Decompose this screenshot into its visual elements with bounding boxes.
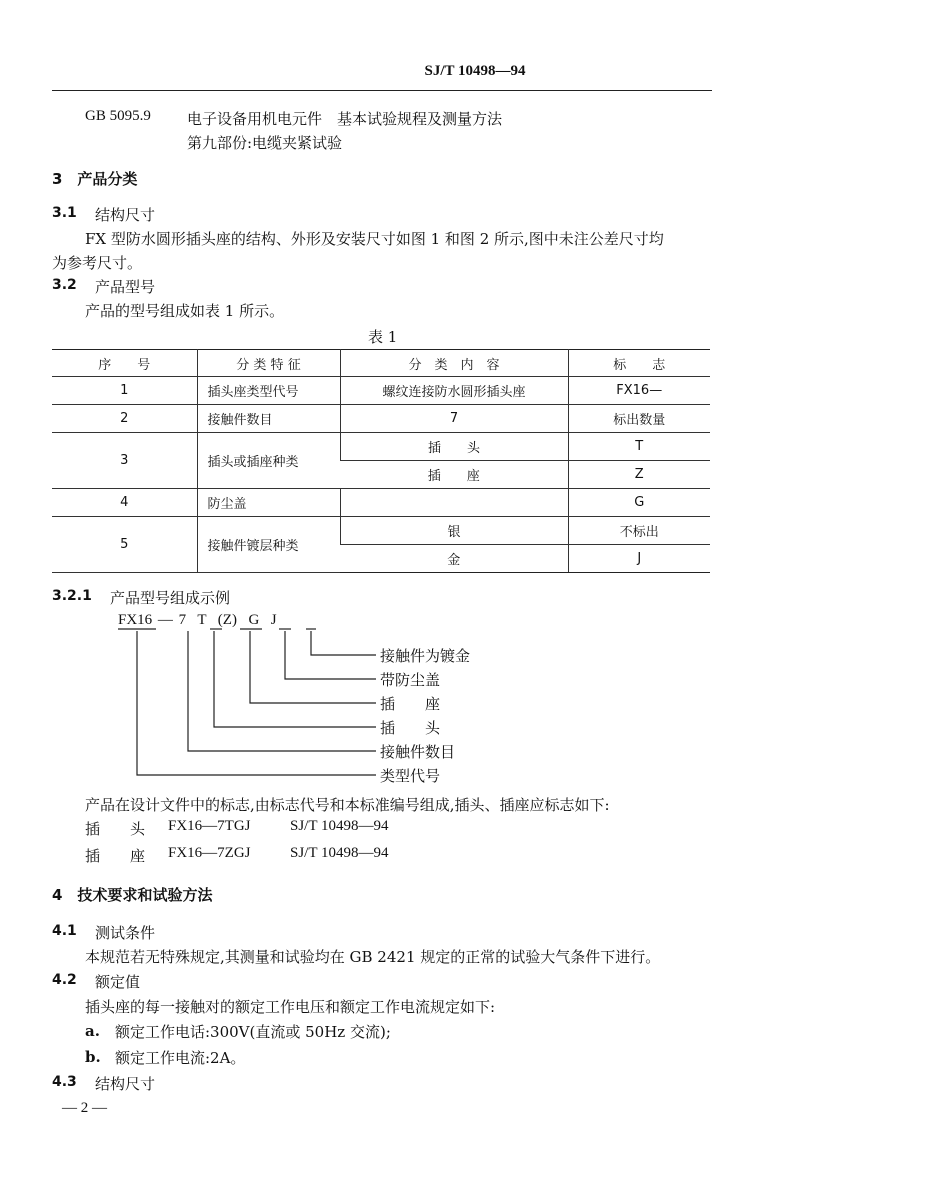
section-3-2-title: 产品型号 — [95, 278, 156, 296]
marking-socket-name: 插 座 — [85, 847, 146, 865]
table-header-cell: 序 号 — [52, 350, 197, 377]
section-3-2-1-title: 产品型号组成示例 — [110, 589, 231, 607]
marking-socket-standard: SJ/T 10498—94 — [290, 845, 389, 861]
table-cell-mark: G — [568, 489, 710, 517]
example-label: 插 座 — [380, 695, 441, 713]
section-3-1-para-line1: FX 型防水圆形插头座的结构、外形及安装尺寸如图 1 和图 2 所示,图中未注公差尺寸均 — [85, 230, 664, 248]
section-3-1-num: 3.1 — [52, 205, 77, 221]
table-cell-no: 2 — [52, 405, 197, 433]
list-item-b-marker: b. — [85, 1048, 101, 1066]
ref-title-line2: 第九部份:电缆夹紧试验 — [187, 134, 343, 152]
section-4-3-title: 结构尺寸 — [95, 1075, 156, 1093]
section-4-2-num: 4.2 — [52, 972, 77, 988]
marking-plug-name: 插 头 — [85, 820, 146, 838]
list-item-a-marker: a. — [85, 1022, 100, 1040]
example-label: 接触件数目 — [380, 743, 456, 761]
table-cell-content: 银 — [340, 517, 568, 545]
section-4-1-para: 本规范若无特殊规定,其测量和试验均在 GB 2421 规定的正常的试验大气条件下进行。 — [85, 948, 661, 966]
table-cell-mark: 标出数量 — [568, 405, 710, 433]
marking-plug-standard: SJ/T 10498—94 — [290, 818, 389, 834]
marking-socket-code: FX16—7ZGJ — [168, 845, 251, 861]
section-4-2-para: 插头座的每一接触对的额定工作电压和额定工作电流规定如下: — [85, 998, 496, 1016]
table-1-caption: 表 1 — [368, 328, 398, 346]
table-header-cell: 标 志 — [568, 350, 710, 377]
table-cell-content: 金 — [340, 545, 568, 573]
section-3-2-1-num: 3.2.1 — [52, 588, 92, 604]
table-cell-feature: 防尘盖 — [197, 489, 340, 517]
section-4-1-num: 4.1 — [52, 923, 77, 939]
table-cell-mark: FX16— — [568, 377, 710, 405]
table-header-cell: 分 类 内 容 — [340, 350, 568, 377]
section-4-3-num: 4.3 — [52, 1074, 77, 1090]
ref-code: GB 5095.9 — [85, 108, 151, 124]
page-header-code: SJ/T 10498—94 — [424, 63, 526, 79]
table-cell-content: 插 头 — [340, 433, 568, 461]
table-header-cell: 分 类 特 征 — [197, 350, 340, 377]
example-label: 类型代号 — [380, 767, 441, 785]
table-cell-no: 4 — [52, 489, 197, 517]
example-label: 带防尘盖 — [380, 671, 441, 689]
section-3-1-title: 结构尺寸 — [95, 206, 156, 224]
table-cell-feature: 接触件镀层种类 — [197, 517, 340, 573]
example-label: 接触件为镀金 — [380, 647, 471, 665]
table-cell-mark: Z — [568, 461, 710, 489]
table-cell-feature: 插头或插座种类 — [197, 433, 340, 489]
list-item-a-text: 额定工作电话:300V(直流或 50Hz 交流); — [115, 1023, 391, 1041]
table-cell-feature: 接触件数目 — [197, 405, 340, 433]
marking-para: 产品在设计文件中的标志,由标志代号和本标准编号组成,插头、插座应标志如下: — [85, 796, 610, 814]
table-cell-content: 插 座 — [340, 461, 568, 489]
table-cell-no: 1 — [52, 377, 197, 405]
section-3-title: 3 产品分类 — [52, 170, 138, 188]
ref-title-line1: 电子设备用机电元件 基本试验规程及测量方法 — [187, 110, 503, 128]
table-cell-no: 5 — [52, 517, 197, 573]
table-cell-content: 7 — [340, 405, 568, 433]
section-3-1-para-line2: 为参考尺寸。 — [52, 254, 143, 272]
list-item-b-text: 额定工作电流:2A。 — [115, 1049, 246, 1067]
section-4-1-title: 测试条件 — [95, 924, 156, 942]
table-cell-feature: 插头座类型代号 — [197, 377, 340, 405]
table-cell-mark: J — [568, 545, 710, 573]
section-4-2-title: 额定值 — [95, 973, 141, 991]
page-number: — 2 — — [62, 1100, 107, 1116]
table-cell-content: 螺纹连接防水圆形插头座 — [340, 377, 568, 405]
section-3-2-para: 产品的型号组成如表 1 所示。 — [85, 302, 285, 320]
table-cell-mark: 不标出 — [568, 517, 710, 545]
marking-plug-code: FX16—7TGJ — [168, 818, 251, 834]
example-label: 插 头 — [380, 719, 441, 737]
model-code-example: FX16 — 7 T (Z) G J — [118, 612, 277, 628]
section-4-title: 4 技术要求和试验方法 — [52, 886, 213, 904]
table-cell-mark: T — [568, 433, 710, 461]
table-cell-no: 3 — [52, 433, 197, 489]
section-3-2-num: 3.2 — [52, 277, 77, 293]
